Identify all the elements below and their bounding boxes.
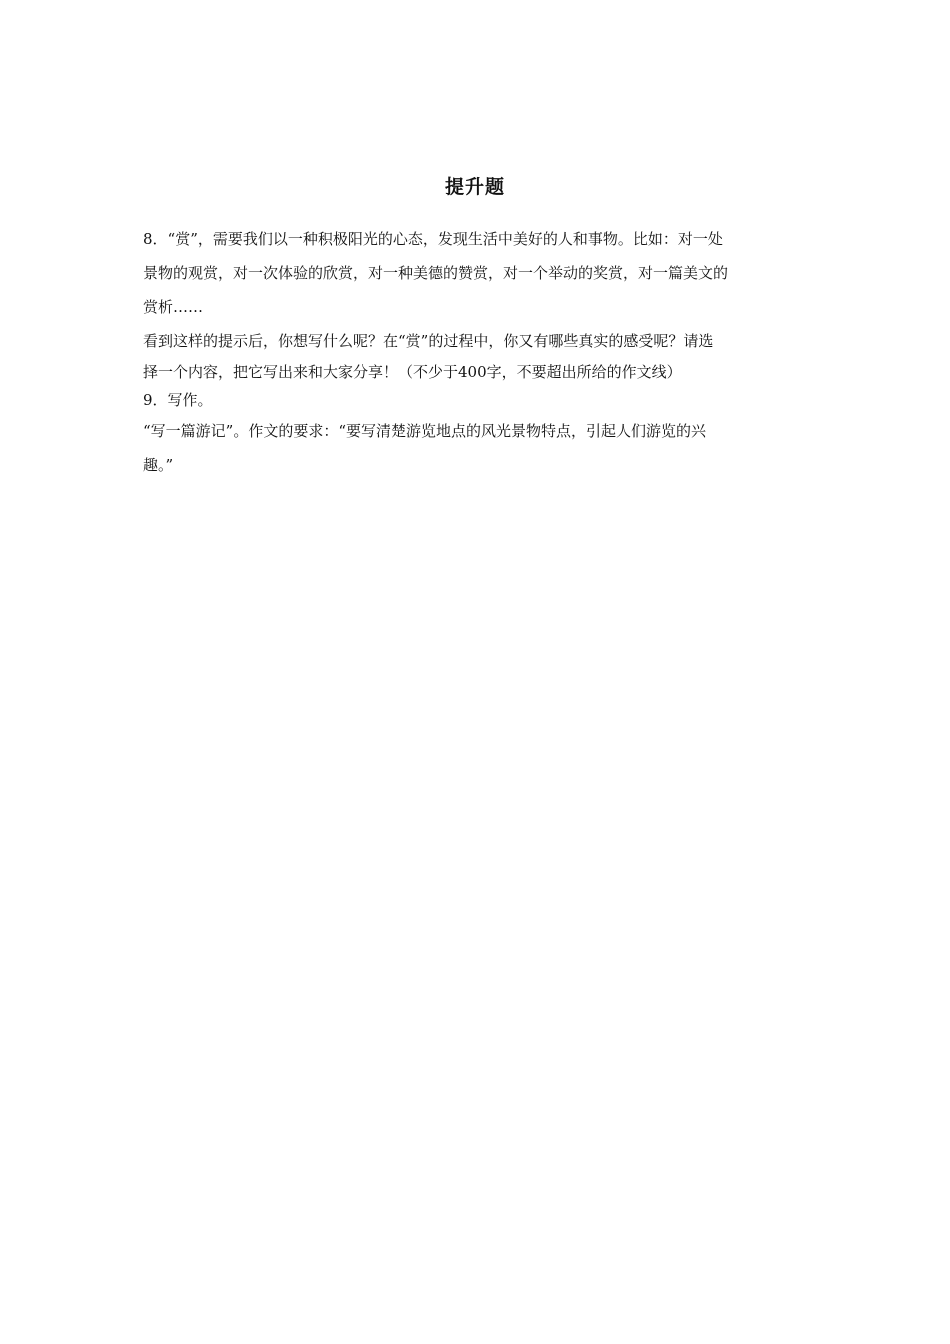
q8-line-3: 赏析……: [143, 298, 204, 316]
q8-line-2: 景物的观赏，对一次体验的欣赏，对一种美德的赞赏，对一个举动的奖赏，对一篇美文的: [143, 264, 729, 282]
q8-line-1: 8．“赏”，需要我们以一种积极阳光的心态，发现生活中美好的人和事物。比如：对一处: [143, 230, 723, 248]
q8-line-4: 看到这样的提示后，你想写什么呢？在“赏”的过程中，你又有哪些真实的感受呢？请选: [143, 332, 714, 350]
q9-heading: 9．写作。: [143, 391, 213, 409]
question-9: [143, 386, 807, 482]
q9-line-3: 趣。”: [143, 456, 174, 474]
q8-line-5: 择一个内容，把它写出来和大家分享！（不少于400字，不要超出所给的作文线）: [143, 363, 682, 381]
q9-line-2: “写一篇游记”。作文的要求：“要写清楚游览地点的风光景物特点，引起人们游览的兴: [143, 422, 707, 440]
section-title: 提升题: [444, 176, 505, 198]
question-8: [143, 222, 807, 386]
questions-body: [143, 222, 807, 482]
